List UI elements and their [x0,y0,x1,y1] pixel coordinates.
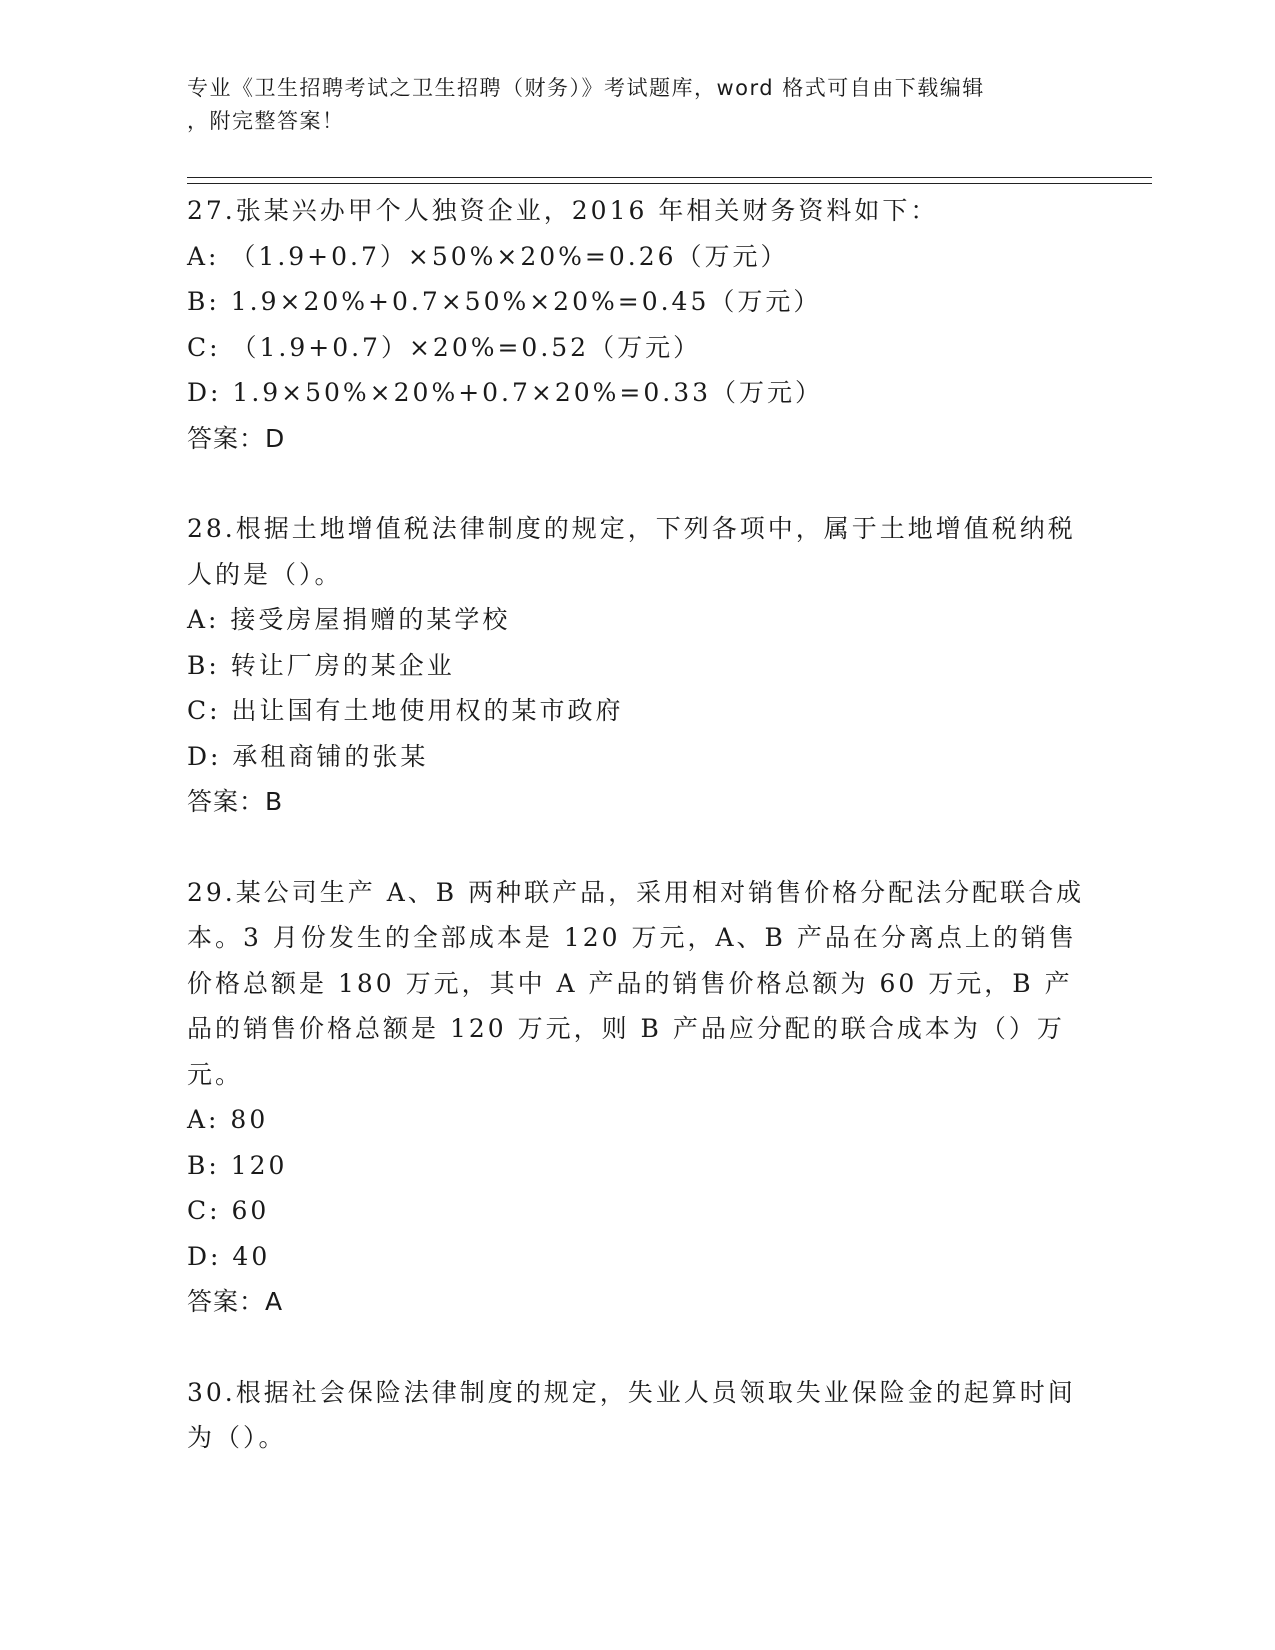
option-a: A: （1.9+0.7）×50%×20%=0.26（万元） [187,241,789,271]
spacer [187,461,1087,506]
option-a: A: 80 [187,1105,269,1134]
option-b: B: 1.9×20%+0.7×50%×20%=0.45（万元） [187,287,822,316]
header-line-2: ，附完整答案！ [187,109,345,133]
spacer [187,825,1087,870]
option-b: B: 120 [187,1150,288,1180]
question-text: 30.根据社会保险法律制度的规定，失业人员领取失业保险金的起算时间为（）。 [187,1377,1076,1452]
option-a: A: 接受房屋捐赠的某学校 [187,605,511,634]
question-30 [187,1370,1087,1461]
question-28 [187,506,1087,825]
question-27 [187,188,1087,461]
header-line-1: 专业《卫生招聘考试之卫生招聘（财务）》考试题库，word 格式可自由下载编辑 [187,76,985,100]
option-d: D: 1.9×50%×20%+0.7×20%=0.33（万元） [187,378,824,407]
question-text: 27.张某兴办甲个人独资企业，2016 年相关财务资料如下： [187,196,939,225]
document-header [187,72,1067,138]
option-d: D: 承租商铺的张某 [187,741,429,771]
header-divider-bottom [187,183,1152,184]
question-list [187,188,1087,1461]
question-text: 28.根据土地增值税法律制度的规定，下列各项中，属于土地增值税纳税人的是（）。 [187,514,1076,589]
option-d: D: 40 [187,1241,271,1271]
header-divider-top [187,177,1152,178]
answer: 答案：B [187,787,284,816]
answer: 答案：D [187,423,286,453]
option-c: C: 出让国有土地使用权的某市政府 [187,696,624,725]
option-b: B: 转让厂房的某企业 [187,650,455,680]
option-c: C: （1.9+0.7）×20%=0.52（万元） [187,332,702,362]
question-29 [187,870,1087,1325]
question-text: 29.某公司生产 A、B 两种联产品，采用相对销售价格分配法分配联合成本。3 月份发生的全部成本是 120 万元，A、B 产品在分离点上的销售价格总额是 180 万元，其中 A 产品的销售价格总额为 60 万元，B 产品的销售价格总额是 120 万元，则 B 产品应分配的联合成本为（）万元。 [187,877,1085,1089]
spacer [187,1325,1087,1370]
option-c: C: 60 [187,1196,270,1225]
answer: 答案：A [187,1287,284,1316]
